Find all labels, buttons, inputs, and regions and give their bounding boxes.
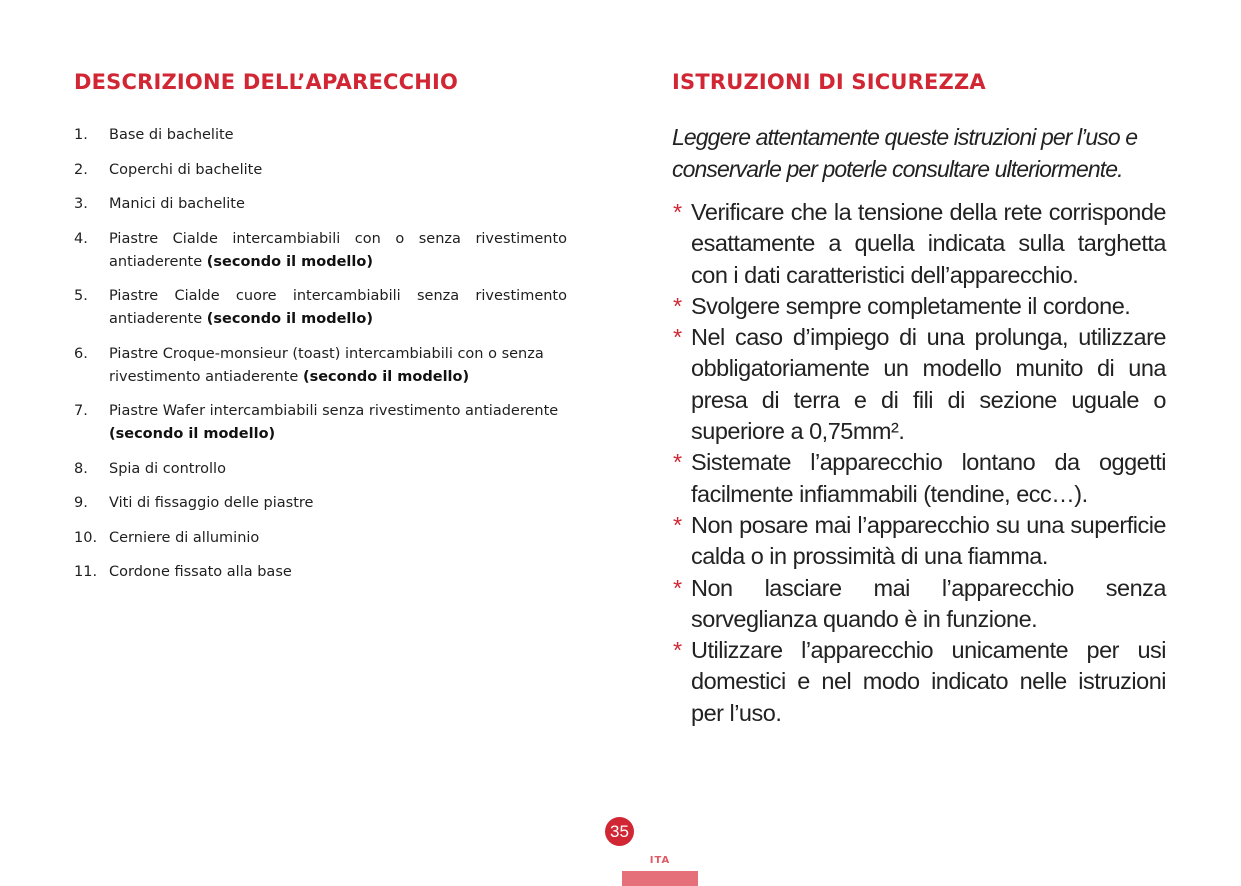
list-item: 11. Cordone fissato alla base <box>74 564 292 580</box>
list-item: * Verificare che la tensione della rete corrisponde esattamente a quella indicata sulla targhetta con i dati caratteristici dell’apparecchio. <box>673 199 1166 288</box>
list-item: 6. Piastre Croque-monsieur (toast) intercambiabili con o senza rivestimento antiaderente (secondo il modello) <box>74 345 544 385</box>
asterisk-bullet-icon: * <box>673 324 682 351</box>
list-item: 9. Viti di fissaggio delle piastre <box>74 495 314 511</box>
list-item: * Svolgere sempre completamente il cordone. <box>672 291 1166 322</box>
list-item: * Utilizzare l’apparecchio unicamente per usi domestici e nel modo indicato nelle istruzioni per l’uso. <box>673 637 1166 726</box>
model-note: (secondo il modello) <box>206 311 373 327</box>
model-note: (secondo il modello) <box>109 426 276 442</box>
list-item: 3. Manici di bachelite <box>74 196 245 212</box>
list-item: 1. Base di bachelite <box>74 127 234 143</box>
list-item: 2. Coperchi di bachelite <box>74 161 263 178</box>
asterisk-bullet-icon: * <box>673 637 682 664</box>
safety-instructions-heading: ISTRUZIONI DI SICUREZZA <box>672 70 986 94</box>
asterisk-bullet-icon: * <box>673 199 682 225</box>
parts-list <box>74 124 567 596</box>
list-item: * Non lasciare mai l’apparecchio senza sorveglianza quando è in funzione. <box>673 574 1166 632</box>
list-item: 4. Piastre Cialde intercambiabili con o senza rivestimento antiaderente (secondo il modello) <box>74 230 567 270</box>
asterisk-bullet-icon: * <box>673 511 682 538</box>
list-item: * Non posare mai l’apparecchio su una superficie calda o in prossimità di una fiamma. <box>673 511 1166 570</box>
safety-list <box>672 197 1166 729</box>
list-item: 10. Cerniere di alluminio <box>74 529 260 546</box>
model-note: (secondo il modello) <box>302 368 470 385</box>
asterisk-bullet-icon: * <box>673 449 682 476</box>
list-item: 8. Spia di controllo <box>74 460 226 477</box>
page-number-badge: 35 <box>605 817 634 846</box>
asterisk-bullet-icon: * <box>673 574 682 601</box>
language-label: ITA <box>649 855 671 866</box>
safety-intro: Leggere attentamente queste istruzioni per l’uso e conservarle per poterle consultare ulteriormente. <box>672 124 1138 182</box>
asterisk-bullet-icon: * <box>673 292 682 319</box>
model-note: (secondo il modello) <box>206 253 373 270</box>
list-item: * Sistemate l’apparecchio lontano da oggetti facilmente infiammabili (tendine, ecc…). <box>673 449 1166 507</box>
list-item: * Nel caso d’impiego di una prolunga, utilizzare obbligatoriamente un modello munito di una presa di terra e di fili di sezione uguale o superiore a 0,75mm². <box>673 324 1166 445</box>
list-item: 7. Piastre Wafer intercambiabili senza rivestimento antiaderente (secondo il modello) <box>74 403 559 442</box>
language-tab-bar <box>622 871 698 886</box>
list-item: 5. Piastre Cialde cuore intercambiabili senza rivestimento antiaderente (secondo il modello) <box>74 288 567 327</box>
appliance-description-heading: DESCRIZIONE DELL’APARECCHIO <box>74 70 459 94</box>
